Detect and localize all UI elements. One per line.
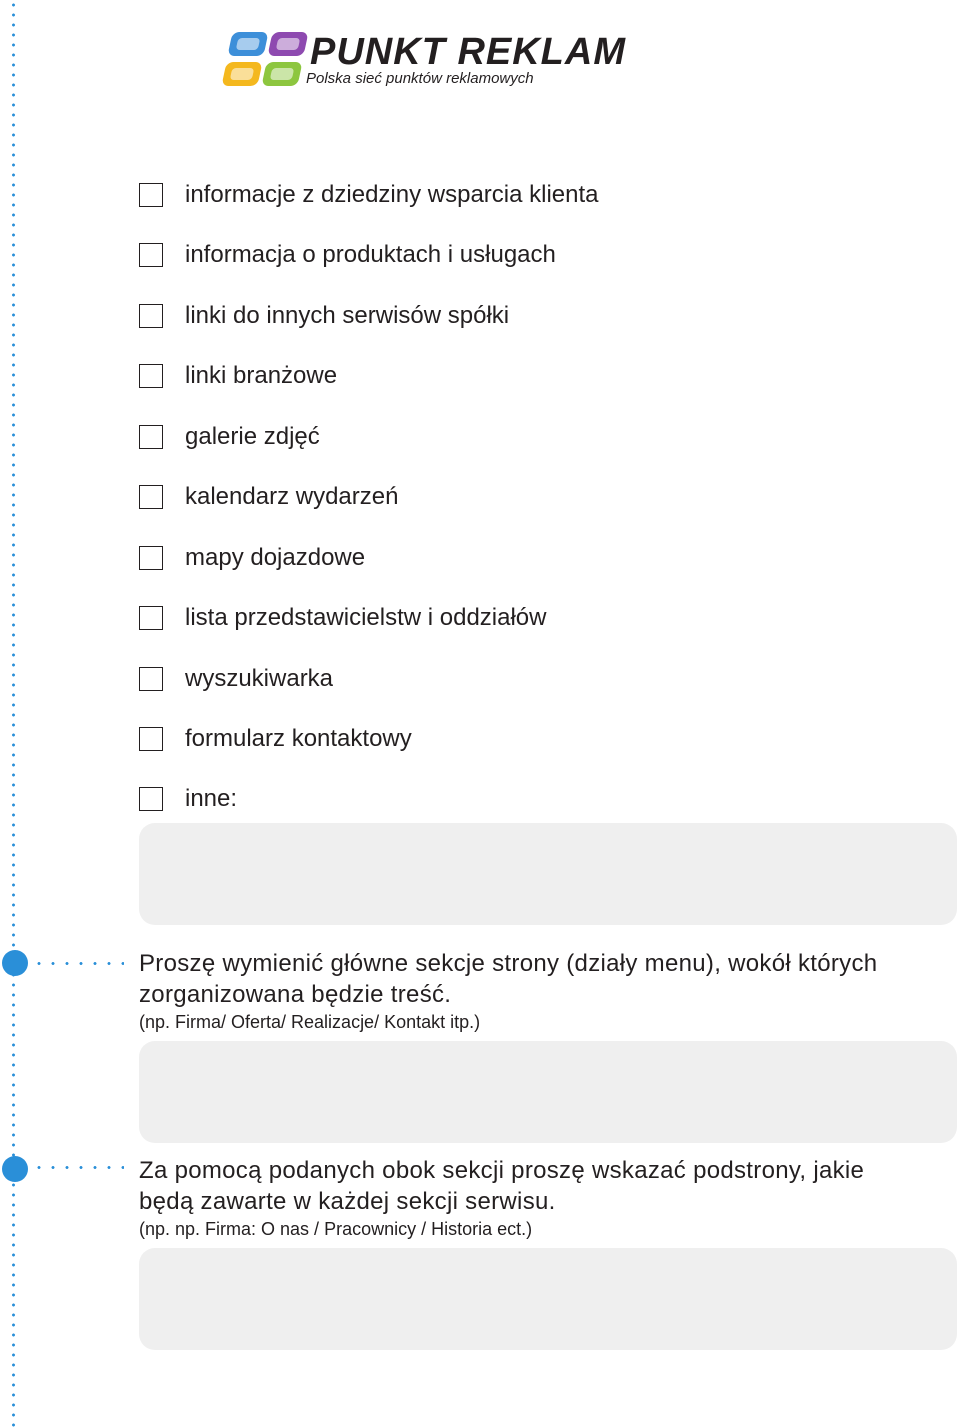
checklist-item[interactable] <box>139 296 839 336</box>
other-text-field[interactable] <box>139 823 957 925</box>
checklist-item[interactable] <box>139 719 839 759</box>
question-hint: (np. np. Firma: O nas / Pracownicy / Historia ect.) <box>139 1219 533 1239</box>
checklist-item[interactable] <box>139 417 839 457</box>
checklist-item-label: lista przedstawicielstw i oddziałów <box>185 604 547 631</box>
checklist-item-label: informacje z dziedziny wsparcia klienta <box>185 181 599 208</box>
checklist-item[interactable] <box>139 356 839 396</box>
punkt-reklam-logo <box>220 30 720 94</box>
checkbox[interactable] <box>139 364 163 388</box>
subpages-text-field[interactable] <box>139 1248 957 1350</box>
marker-dotted-connector <box>32 1166 124 1169</box>
logo-title: PUNKT REKLAM <box>310 31 626 73</box>
checklist-item-label: wyszukiwarka <box>185 665 334 692</box>
margin-dotted-line <box>12 0 15 1428</box>
marker-dotted-connector <box>32 962 124 965</box>
checklist-item-label: kalendarz wydarzeń <box>185 483 399 510</box>
checklist-item-label: linki do innych serwisów spółki <box>185 302 510 329</box>
checkbox[interactable] <box>139 787 163 811</box>
checklist-item-label: formularz kontaktowy <box>185 725 412 752</box>
checklist-item-label: linki branżowe <box>185 362 338 389</box>
checkbox[interactable] <box>139 546 163 570</box>
question-text-line: Proszę wymienić główne sekcje strony (działy menu), wokół których <box>139 950 878 977</box>
checklist-item[interactable] <box>139 235 839 275</box>
checklist-item-label: galerie zdjęć <box>185 423 320 450</box>
checkbox[interactable] <box>139 485 163 509</box>
checklist-item[interactable] <box>139 477 839 517</box>
checkbox[interactable] <box>139 606 163 630</box>
checklist-item[interactable] <box>139 779 839 819</box>
question-subpages <box>139 1155 939 1241</box>
checklist-item[interactable] <box>139 538 839 578</box>
checklist-item-label: inne: <box>185 785 238 812</box>
checkbox[interactable] <box>139 667 163 691</box>
question-hint: (np. Firma/ Oferta/ Realizacje/ Kontakt itp.) <box>139 1012 481 1032</box>
main-sections-text-field[interactable] <box>139 1041 957 1143</box>
logo-subtitle: Polska sieć punktów reklamowych <box>306 70 534 87</box>
checklist-item[interactable] <box>139 598 839 638</box>
question-text-line: zorganizowana będzie treść. <box>139 981 452 1008</box>
checkbox[interactable] <box>139 425 163 449</box>
logo-squares-icon <box>220 30 306 90</box>
section-marker-icon <box>2 950 28 976</box>
checkbox[interactable] <box>139 304 163 328</box>
checkbox[interactable] <box>139 727 163 751</box>
checkbox[interactable] <box>139 183 163 207</box>
section-marker-icon <box>2 1156 28 1182</box>
question-main-sections <box>139 948 939 1034</box>
question-text-line: Za pomocą podanych obok sekcji proszę wskazać podstrony, jakie <box>139 1157 865 1184</box>
checklist-item[interactable] <box>139 659 839 699</box>
checklist-item-label: informacja o produktach i usługach <box>185 241 556 268</box>
question-text-line: będą zawarte w każdej sekcji serwisu. <box>139 1188 556 1215</box>
checklist-item-label: mapy dojazdowe <box>185 544 366 571</box>
checkbox[interactable] <box>139 243 163 267</box>
checklist-item[interactable] <box>139 175 839 215</box>
